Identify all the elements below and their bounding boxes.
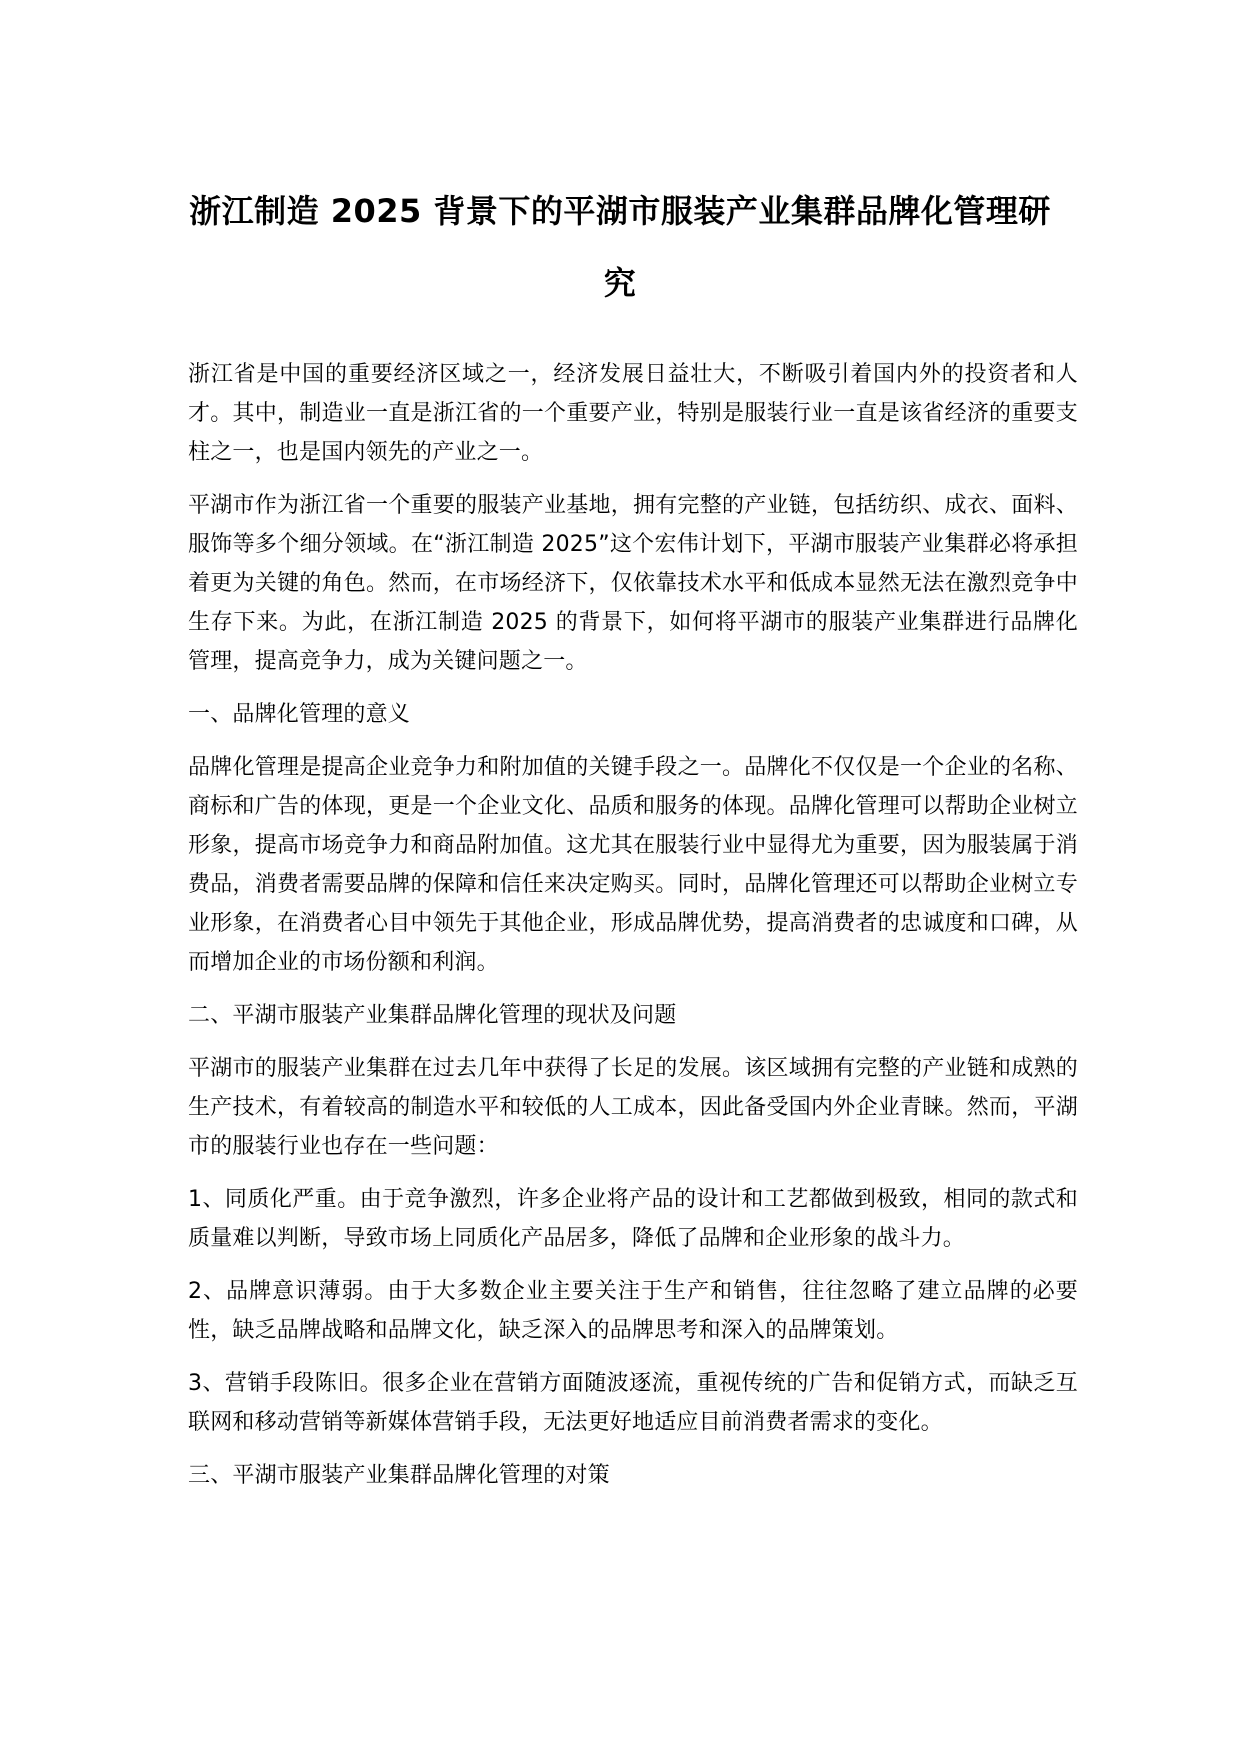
document-body	[188, 355, 1078, 1509]
list-item-problem-3: 3、营销手段陈旧。很多企业在营销方面随波逐流，重视传统的广告和促销方式，而缺乏互联网和移动营销等新媒体营销手段，无法更好地适应目前消费者需求的变化。	[188, 1371, 1078, 1435]
paragraph-intro-2: 平湖市作为浙江省一个重要的服装产业基地，拥有完整的产业链，包括纺织、成衣、面料、服饰等多个细分领域。在“浙江制造 2025”这个宏伟计划下，平湖市服装产业集群必将承担着更为关键的角色。然而，在市场经济下，仅依靠技术水平和低成本显然无法在激烈竞争中生存下来。为此，在浙江制造 2025 的背景下，如何将平湖市的服装产业集群进行品牌化管理，提高竞争力，成为关键问题之一。	[188, 493, 1078, 674]
paragraph-section-1: 品牌化管理是提高企业竞争力和附加值的关键手段之一。品牌化不仅仅是一个企业的名称、商标和广告的体现，更是一个企业文化、品质和服务的体现。品牌化管理可以帮助企业树立形象，提高市场竞争力和商品附加值。这尤其在服装行业中显得尤为重要，因为服装属于消费品，消费者需要品牌的保障和信任来决定购买。同时，品牌化管理还可以帮助企业树立专业形象，在消费者心目中领先于其他企业，形成品牌优势，提高消费者的忠诚度和口碑，从而增加企业的市场份额和利润。	[188, 755, 1078, 975]
section-heading-3: 三、平湖市服装产业集群品牌化管理的对策	[188, 1463, 610, 1488]
list-item-problem-2: 2、品牌意识薄弱。由于大多数企业主要关注于生产和销售，往往忽略了建立品牌的必要性，缺乏品牌战略和品牌文化，缺乏深入的品牌思考和深入的品牌策划。	[188, 1279, 1078, 1343]
list-item-problem-1: 1、同质化严重。由于竞争激烈，许多企业将产品的设计和工艺都做到极致，相同的款式和质量难以判断，导致市场上同质化产品居多，降低了品牌和企业形象的战斗力。	[188, 1187, 1078, 1251]
section-heading-1: 一、品牌化管理的意义	[188, 702, 411, 727]
document-title: 浙江制造 2025 背景下的平湖市服装产业集群品牌化管理研究	[189, 192, 1051, 302]
paragraph-intro-1: 浙江省是中国的重要经济区域之一，经济发展日益壮大，不断吸引着国内外的投资者和人才。其中，制造业一直是浙江省的一个重要产业，特别是服装行业一直是该省经济的重要支柱之一，也是国内领先的产业之一。	[188, 362, 1078, 465]
section-heading-2: 二、平湖市服装产业集群品牌化管理的现状及问题	[188, 1003, 677, 1028]
paragraph-section-2: 平湖市的服装产业集群在过去几年中获得了长足的发展。该区域拥有完整的产业链和成熟的生产技术，有着较高的制造水平和较低的人工成本，因此备受国内外企业青睐。然而，平湖市的服装行业也存在一些问题：	[188, 1056, 1078, 1159]
